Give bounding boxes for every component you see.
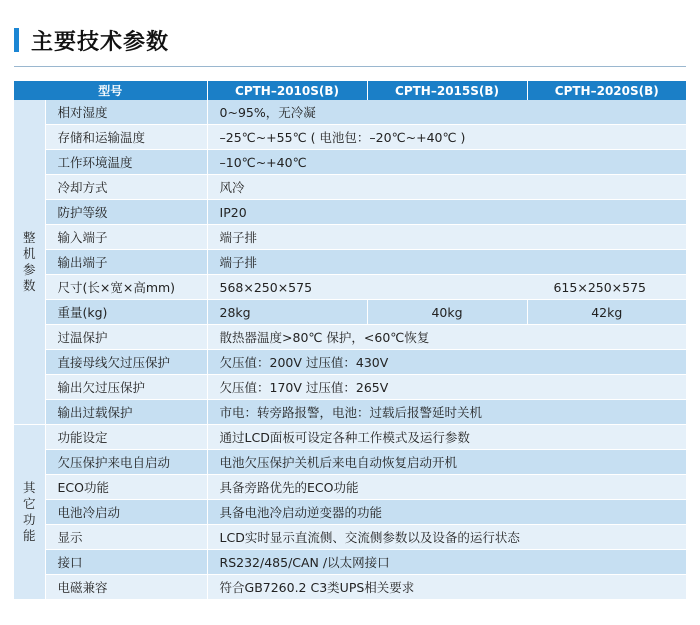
row-value: –10℃~+40℃ bbox=[207, 150, 686, 175]
row-name: 直接母线欠过压保护 bbox=[45, 350, 207, 375]
header-model-1: CPTH–2010S(B) bbox=[207, 81, 367, 100]
row-value-size-a: 568×250×575 bbox=[207, 275, 527, 300]
table-row bbox=[14, 575, 686, 600]
table-row bbox=[14, 175, 686, 200]
row-name: ECO功能 bbox=[45, 475, 207, 500]
row-name: 输出欠过压保护 bbox=[45, 375, 207, 400]
group-label-other: 其 它 功 能 bbox=[14, 425, 45, 600]
header-model-label: 型号 bbox=[14, 81, 207, 100]
table-row bbox=[14, 125, 686, 150]
row-value: –25℃~+55℃ ( 电池包：–20℃~+40℃ ) bbox=[207, 125, 686, 150]
row-value: LCD实时显示直流侧、交流侧参数以及设备的运行状态 bbox=[207, 525, 686, 550]
row-value-weight-3: 42kg bbox=[527, 300, 686, 325]
table-row bbox=[14, 500, 686, 525]
row-name: 冷却方式 bbox=[45, 175, 207, 200]
row-name: 防护等级 bbox=[45, 200, 207, 225]
table-row bbox=[14, 325, 686, 350]
table-row bbox=[14, 375, 686, 400]
row-name: 输出过载保护 bbox=[45, 400, 207, 425]
page-title: 主要技术参数 bbox=[31, 29, 170, 55]
table-row bbox=[14, 350, 686, 375]
row-value: 通过LCD面板可设定各种工作模式及运行参数 bbox=[207, 425, 686, 450]
row-value-size-b: 615×250×575 bbox=[527, 275, 686, 300]
table-header-row bbox=[14, 81, 686, 100]
row-value: 端子排 bbox=[207, 250, 686, 275]
row-value: 具备旁路优先的ECO功能 bbox=[207, 475, 686, 500]
table-row bbox=[14, 275, 686, 300]
row-value: 风冷 bbox=[207, 175, 686, 200]
table-row bbox=[14, 475, 686, 500]
row-name: 电磁兼容 bbox=[45, 575, 207, 600]
row-value: RS232/485/CAN /以太网接口 bbox=[207, 550, 686, 575]
table-row bbox=[14, 400, 686, 425]
table-row bbox=[14, 250, 686, 275]
group-label-whole: 整 机 参 数 bbox=[14, 100, 45, 425]
row-value: 欠压值：170V 过压值：265V bbox=[207, 375, 686, 400]
row-value: 欠压值：200V 过压值：430V bbox=[207, 350, 686, 375]
title-divider bbox=[14, 66, 686, 67]
row-name: 接口 bbox=[45, 550, 207, 575]
row-value-weight-2: 40kg bbox=[367, 300, 527, 325]
row-value: IP20 bbox=[207, 200, 686, 225]
row-name: 尺寸(长×宽×高mm) bbox=[45, 275, 207, 300]
row-value: 具备电池冷启动逆变器的功能 bbox=[207, 500, 686, 525]
table-row bbox=[14, 100, 686, 125]
row-name: 输入端子 bbox=[45, 225, 207, 250]
row-value: 0~95%，无冷凝 bbox=[207, 100, 686, 125]
row-value: 端子排 bbox=[207, 225, 686, 250]
row-name: 相对湿度 bbox=[45, 100, 207, 125]
table-row bbox=[14, 550, 686, 575]
row-name: 存储和运输温度 bbox=[45, 125, 207, 150]
table-row bbox=[14, 200, 686, 225]
table-row bbox=[14, 300, 686, 325]
row-name: 显示 bbox=[45, 525, 207, 550]
table-row bbox=[14, 525, 686, 550]
row-name: 电池冷启动 bbox=[45, 500, 207, 525]
row-name: 功能设定 bbox=[45, 425, 207, 450]
row-name: 欠压保护来电自启动 bbox=[45, 450, 207, 475]
row-name: 输出端子 bbox=[45, 250, 207, 275]
row-name: 工作环境温度 bbox=[45, 150, 207, 175]
row-value-weight-1: 28kg bbox=[207, 300, 367, 325]
section-header bbox=[14, 22, 169, 58]
row-value: 电池欠压保护关机后来电自动恢复启动开机 bbox=[207, 450, 686, 475]
row-value: 散热器温度>80℃ 保护，<60℃恢复 bbox=[207, 325, 686, 350]
row-value: 市电：转旁路报警，电池：过载后报警延时关机 bbox=[207, 400, 686, 425]
row-value: 符合GB7260.2 C3类UPS相关要求 bbox=[207, 575, 686, 600]
header-model-2: CPTH–2015S(B) bbox=[367, 81, 527, 100]
table-row bbox=[14, 450, 686, 475]
row-name: 过温保护 bbox=[45, 325, 207, 350]
title-accent-bar bbox=[14, 28, 19, 52]
table-row bbox=[14, 150, 686, 175]
row-name: 重量(kg) bbox=[45, 300, 207, 325]
table-row bbox=[14, 425, 686, 450]
spec-table bbox=[14, 81, 686, 600]
table-row bbox=[14, 225, 686, 250]
header-model-3: CPTH–2020S(B) bbox=[527, 81, 686, 100]
